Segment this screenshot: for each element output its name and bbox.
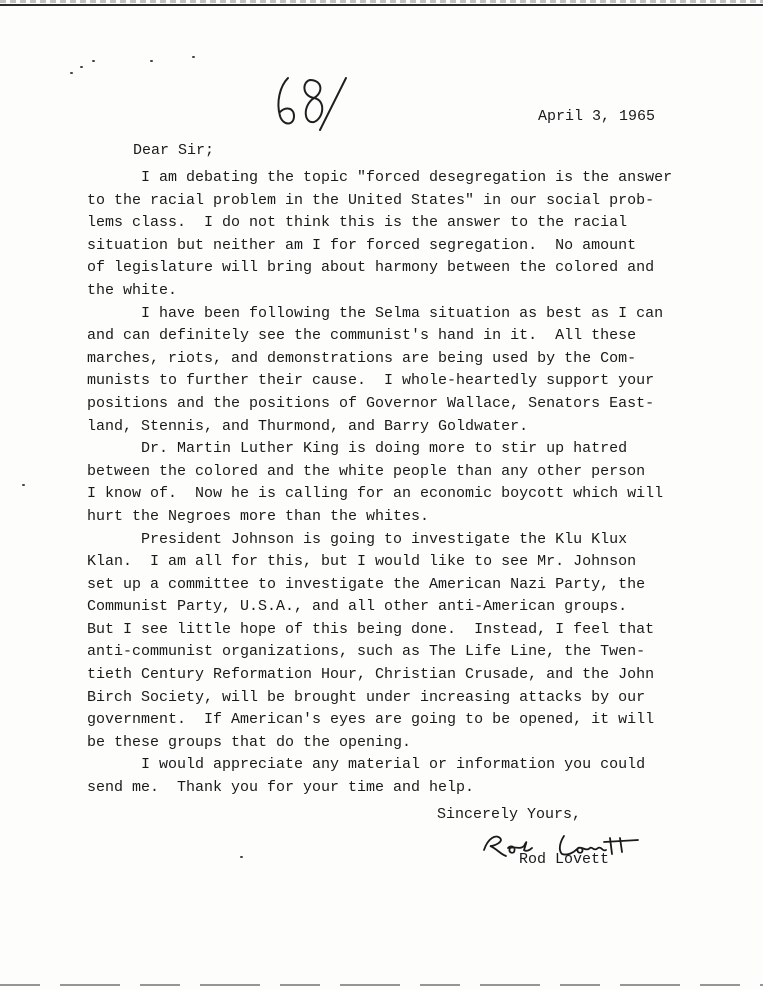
scan-speck <box>22 484 25 486</box>
scan-speck <box>240 856 243 858</box>
body-line: I know of. Now he is calling for an economic boycott which will <box>87 485 664 503</box>
scan-top-edge <box>0 4 763 6</box>
body-line: I would appreciate any material or information you could <box>87 756 646 774</box>
body-line: munists to further their cause. I whole-heartedly support your <box>87 372 655 390</box>
body-line: and can definitely see the communist's hand in it. All these <box>87 327 637 345</box>
scan-bottom-edge <box>0 984 763 986</box>
scan-speck <box>80 66 83 68</box>
scan-speck <box>150 60 153 62</box>
signer-name: Rod Lovett <box>519 851 610 868</box>
letter-date: April 3, 1965 <box>538 108 656 125</box>
body-line: to the racial problem in the United States" in our social prob- <box>87 191 655 209</box>
body-line: tieth Century Reformation Hour, Christian Crusade, and the John <box>87 666 655 684</box>
body-line: positions and the positions of Governor Wallace, Senators East- <box>87 394 655 412</box>
scan-top-edge-noise <box>0 0 763 3</box>
body-line: of legislature will bring about harmony between the colored and <box>87 259 655 277</box>
body-line: lems class. I do not think this is the answer to the racial <box>87 214 628 232</box>
body-line: send me. Thank you for your time and help. <box>87 779 475 797</box>
body-line: I have been following the Selma situation as best as I can <box>87 304 664 322</box>
body-line: anti-communist organizations, such as The Life Line, the Twen- <box>87 643 646 661</box>
body-line: Klan. I am all for this, but I would like to see Mr. Johnson <box>87 553 637 571</box>
body-line: land, Stennis, and Thurmond, and Barry Goldwater. <box>87 417 529 435</box>
scan-speck <box>70 72 73 74</box>
body-line: But I see little hope of this being done. Instead, I feel that <box>87 620 655 638</box>
body-line: set up a committee to investigate the American Nazi Party, the <box>87 575 646 593</box>
scan-speck <box>192 56 195 58</box>
body-line: between the colored and the white people than any other person <box>87 462 646 480</box>
body-line: President Johnson is going to investigate the Klu Klux <box>87 530 628 548</box>
body-line: government. If American's eyes are going to be opened, it will <box>87 711 655 729</box>
body-line: I am debating the topic "forced desegregation is the answer <box>87 169 673 186</box>
body-line: be these groups that do the opening. <box>87 733 412 751</box>
body-line: hurt the Negroes more than the whites. <box>87 507 430 525</box>
body-line: situation but neither am I for forced segregation. No amount <box>87 236 637 254</box>
body-line: marches, riots, and demonstrations are being used by the Com- <box>87 349 637 367</box>
body-line: Birch Society, will be brought under increasing attacks by our <box>87 688 646 706</box>
body-line: Communist Party, U.S.A., and all other anti-American groups. <box>87 598 628 616</box>
body-line: Dr. Martin Luther King is doing more to stir up hatred <box>87 440 628 458</box>
scan-speck <box>92 60 95 62</box>
body-line: the white. <box>87 281 178 299</box>
closing: Sincerely Yours, <box>437 806 582 823</box>
handwritten-number-mark <box>268 72 358 134</box>
salutation: Dear Sir; <box>133 142 215 159</box>
letter-body <box>87 167 687 800</box>
